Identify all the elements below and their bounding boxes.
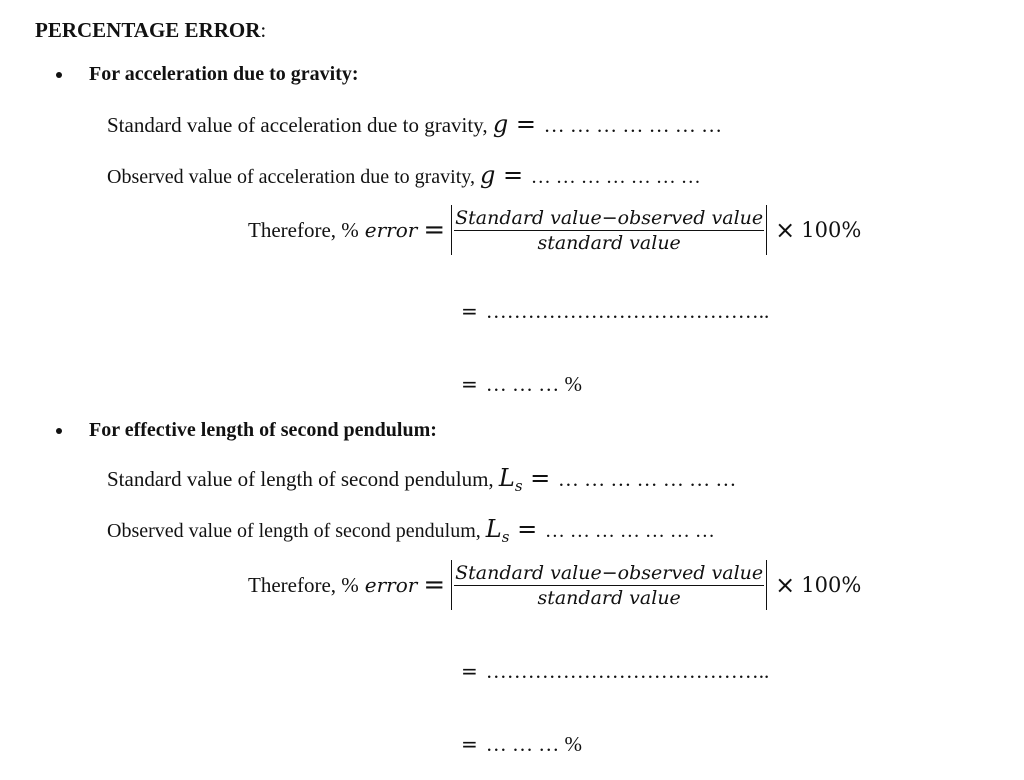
gravity-symbol: g bbox=[492, 110, 509, 138]
therefore-label: Therefore, % bbox=[248, 572, 359, 597]
bullet-heading-gravity: For acceleration due to gravity: bbox=[89, 63, 359, 85]
hundred-percent: 100% bbox=[801, 573, 862, 597]
bullet-dot bbox=[56, 428, 62, 434]
hundred-percent: 100% bbox=[801, 218, 862, 242]
equals-sign: = bbox=[508, 110, 544, 138]
equals-sign: = bbox=[461, 372, 478, 396]
standard-pendulum-line bbox=[107, 464, 736, 495]
blank-dots: … … … … … … … bbox=[530, 166, 701, 188]
result-line-1-gravity bbox=[461, 299, 769, 324]
result-line-1-pendulum bbox=[461, 659, 769, 684]
length-symbol-letter: L bbox=[498, 464, 515, 492]
error-word: error bbox=[364, 573, 418, 597]
blank-dots: … … … … … … … bbox=[544, 520, 715, 542]
blank-dots: … … … … … … … bbox=[543, 113, 723, 137]
page-title-text: PERCENTAGE ERROR bbox=[35, 18, 261, 42]
equals-sign: = bbox=[461, 659, 478, 683]
bullet-heading-pendulum: For effective length of second pendulum: bbox=[89, 419, 437, 441]
fraction-denominator: standard value bbox=[537, 231, 681, 254]
length-symbol-letter: L bbox=[485, 515, 502, 543]
result-line-2-pendulum bbox=[461, 732, 582, 757]
equals-sign: = bbox=[461, 299, 478, 323]
page-title-colon: : bbox=[260, 18, 267, 42]
result-line-2-gravity bbox=[461, 372, 582, 397]
length-symbol-subscript: s bbox=[514, 477, 523, 495]
blank-percent: … … … % bbox=[485, 732, 583, 756]
observed-gravity-label: Observed value of acceleration due to gravity, bbox=[107, 166, 480, 188]
standard-gravity-line bbox=[107, 110, 722, 138]
therefore-label: Therefore, % bbox=[248, 217, 359, 242]
equals-sign: = bbox=[495, 161, 531, 189]
equals-sign: = bbox=[461, 732, 478, 756]
blank-dots: ………………………………….. bbox=[485, 299, 770, 323]
observed-gravity-line bbox=[107, 161, 701, 189]
fraction bbox=[454, 560, 764, 610]
fraction-denominator: standard value bbox=[537, 586, 681, 609]
standard-gravity-label: Standard value of acceleration due to gravity, bbox=[107, 113, 493, 137]
observed-pendulum-line bbox=[107, 515, 715, 546]
bullet-dot bbox=[56, 72, 62, 78]
equals-sign: = bbox=[509, 515, 545, 543]
length-symbol-subscript: s bbox=[501, 528, 510, 546]
equals-sign: = bbox=[423, 570, 446, 600]
length-symbol bbox=[485, 515, 510, 546]
absolute-value-bars bbox=[451, 205, 767, 255]
observed-pendulum-label: Observed value of length of second pendulum, bbox=[107, 520, 486, 542]
fraction bbox=[454, 205, 764, 255]
percent-error-formula-gravity bbox=[248, 205, 861, 255]
blank-dots: ………………………………….. bbox=[485, 659, 770, 683]
length-symbol bbox=[498, 464, 523, 495]
equals-sign: = bbox=[522, 464, 558, 492]
times-sign: × bbox=[775, 216, 796, 244]
times-sign: × bbox=[775, 571, 796, 599]
blank-dots: … … … … … … … bbox=[557, 467, 737, 491]
fraction-numerator: Standard value−observed value bbox=[455, 561, 764, 584]
equals-sign: = bbox=[423, 215, 446, 245]
percent-error-formula-pendulum bbox=[248, 560, 861, 610]
page-title bbox=[35, 18, 266, 43]
fraction-numerator: Standard value−observed value bbox=[455, 206, 764, 229]
error-word: error bbox=[364, 218, 418, 242]
absolute-value-bars bbox=[451, 560, 767, 610]
gravity-symbol: g bbox=[480, 161, 496, 189]
standard-pendulum-label: Standard value of length of second pendulum, bbox=[107, 467, 499, 491]
blank-percent: … … … % bbox=[485, 372, 583, 396]
